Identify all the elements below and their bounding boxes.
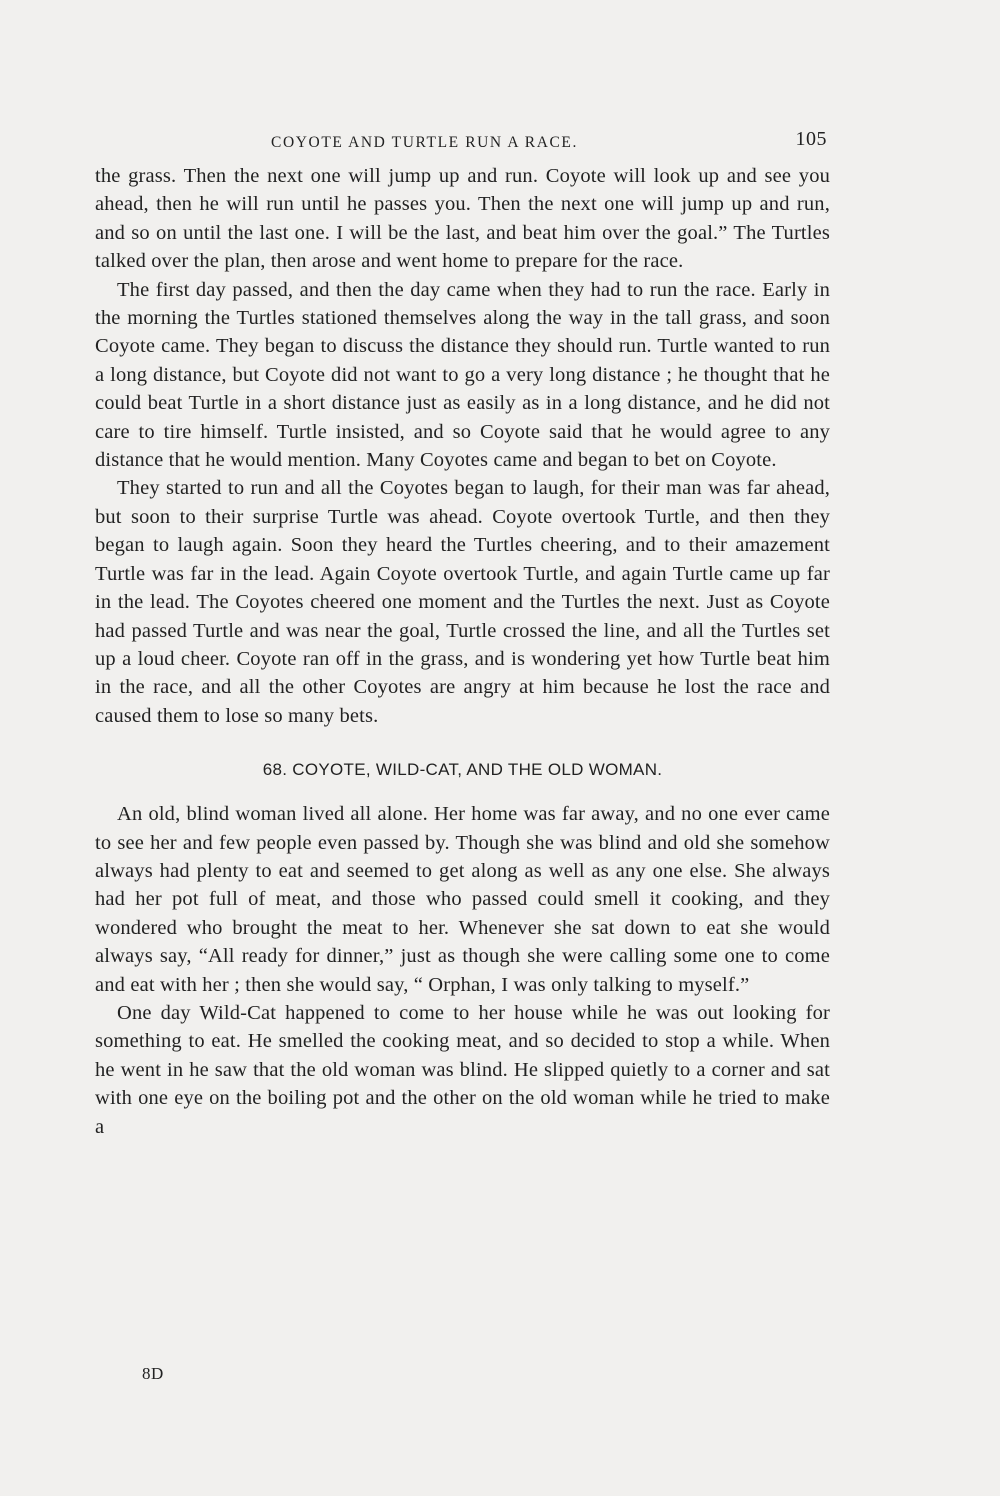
book-page (95, 128, 830, 1141)
paragraph: They started to run and all the Coyotes began to laugh, for their man was far ahead, but soon to their surprise Turtle was ahead. Coyote overtook Turtle, and then they began to laugh again. Soon they heard the Turtles cheering, and to their amazement Turtle was far in the lead. Again Coyote overtook Turtle, and again Turtle came up far in the lead. The Coyotes cheered one moment and the Turtles the next. Just as Coyote had passed Turtle and was near the goal, Turtle crossed the line, and all the Turtles set up a loud cheer. Coyote ran off in the grass, and is wondering yet how Turtle beat him in the race, and all the other Coyotes are angry at him because he lost the race and caused them to lose so many bets. (95, 477, 830, 727)
signature-mark: 8D (142, 1364, 164, 1383)
paragraph: the grass. Then the next one will jump up and run. Coyote will look up and see you ahead, then he will run until he passes you. Then the next one will jump up and run, and so on until the last one. I will be the last, and beat him over the goal.” The Turtles talked over the plan, then arose and went home to prepare for the race. (95, 165, 830, 273)
running-head (95, 128, 830, 162)
paragraph: An old, blind woman lived all alone. Her home was far away, and no one ever came to see her and few people even passed by. Though she was blind and old she somehow always had plenty to eat and seemed to get along as well as any one else. She always had her pot full of meat, and those who passed could smell it cooking, and they wondered who brought the meat to her. Whenever she sat down to eat she would always say, “All ready for dinner,” just as though she were calling some one to come and eat with her ; then she would say, “ Orphan, I was only talking to myself.” (95, 803, 830, 996)
running-title: COYOTE AND TURTLE RUN A RACE. (271, 134, 578, 151)
paragraph: The first day passed, and then the day came when they had to run the race. Early in the morning the Turtles stationed themselves along the way in the tall grass, and soon Coyote came. They began to discuss the distance they should run. Turtle wanted to run a long distance, but Coyote did not want to go a very long distance ; he thought that he could beat Turtle in a short distance just as easily as in a long distance, and he did not care to tire himself. Turtle insisted, and so Coyote said that he would agree to any distance that he would mention. Many Coyotes came and began to bet on Coyote. (95, 278, 830, 472)
section-title: 68. COYOTE, WILD-CAT, AND THE OLD WOMAN. (262, 760, 663, 780)
paragraph: One day Wild-Cat happened to come to her house while he was out looking for something to eat. He smelled the cooking meat, and so decided to stop a while. When he went in he saw that the old woman was blind. He slipped quietly to a corner and sat with one eye on the boiling pot and the other on the old woman while he tried to make a (95, 1001, 830, 1138)
page-number: 105 (795, 128, 827, 150)
